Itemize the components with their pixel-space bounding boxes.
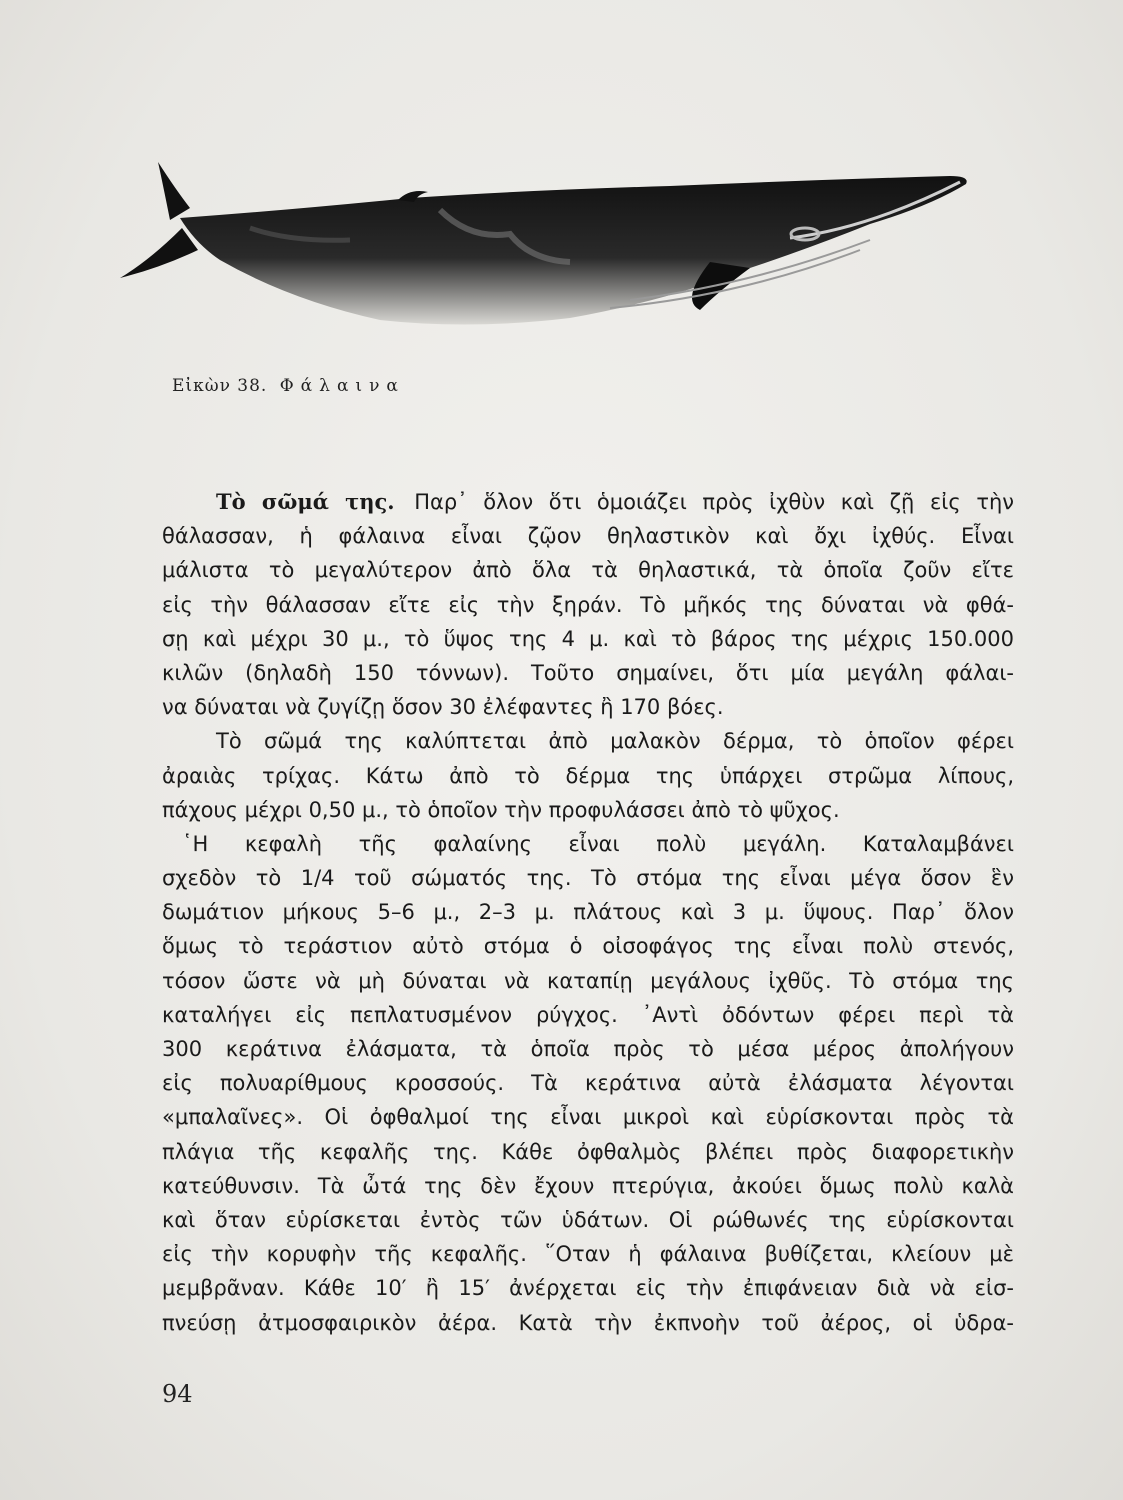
text-line: ἀραιὰς τρίχας. Κάτω ἀπὸ τὸ δέρμα της ὑπάρχει στρῶμα λίπους, [162,763,1014,788]
body-text [162,485,1014,1340]
text-line: κατεύθυνσιν. Τὰ ὦτά της δὲν ἔχουν πτερύγια, ἀκούει ὅμως πολὺ καλὰ [162,1173,1014,1198]
text-line: 300 κεράτινα ἐλάσματα, τὰ ὁποῖα πρὸς τὸ μέσα μέρος ἀπολήγουν [162,1037,1014,1061]
text-line: σχεδὸν τὸ 1/4 τοῦ σώματός της. Τὸ στόμα της εἶναι μέγα ὅσον ἓν [162,866,1014,891]
text-line: καὶ ὅταν εὑρίσκεται ἐντὸς τῶν ὑδάτων. Οἱ ρώθωνές της εὑρίσκονται [162,1207,1014,1232]
text-line: Τὸ σῶμά της. Παρ᾿ ὅλον ὅτι ὁμοιάζει πρὸς ἰχθὺν καὶ ζῇ εἰς τὴν [216,489,1014,514]
text-line: εἰς τὴν κορυφὴν τῆς κεφαλῆς. ῞Οταν ἡ φάλαινα βυθίζεται, κλείουν μὲ [162,1242,1014,1267]
text-line: καταλήγει εἰς πεπλατυσμένον ρύγχος. ᾿Αντὶ ὀδόντων φέρει περὶ τὰ [162,1002,1014,1027]
text-line: δωμάτιον μήκους 5–6 μ., 2–3 μ. πλάτους καὶ 3 μ. ὕψους. Παρ᾿ ὅλον [162,900,1014,925]
text-line: ὅμως τὸ τεράστιον αὐτὸ στόμα ὁ οἰσοφάγος της εἶναι πολὺ στενός, [162,934,1014,959]
whale-illustration [110,150,1010,360]
text-line: να δύναται νὰ ζυγίζῃ ὅσον 30 ἐλέφαντες ἢ 170 βόες. [162,695,724,720]
text-line: «μπαλαῖνες». Οἱ ὀφθαλμοί της εἶναι μικροὶ καὶ εὑρίσκονται πρὸς τὰ [162,1105,1014,1130]
text-line: εἰς πολυαρίθμους κροσσούς. Τὰ κεράτινα αὐτὰ ἐλάσματα λέγονται [162,1071,1014,1096]
text-line: μάλιστα τὸ μεγαλύτερον ἀπὸ ὅλα τὰ θηλαστικά, τὰ ὁποῖα ζοῦν εἴτε [162,558,1014,583]
text-line: θάλασσαν, ἡ φάλαινα εἶναι ζῷον θηλαστικὸν καὶ ὄχι ἰχθύς. Εἶναι [162,524,1014,549]
text-line: κιλῶν (δηλαδὴ 150 τόννων). Τοῦτο σημαίνει, ὅτι μία μεγάλη φάλαι- [162,660,1014,685]
text-line: πλάγια τῆς κεφαλῆς της. Κάθε ὀφθαλμὸς βλέπει πρὸς διαφορετικὴν [162,1139,1014,1164]
caption-name: Φάλαινα [279,376,405,396]
text-line: μεμβρᾶναν. Κάθε 10′ ἢ 15′ ἀνέρχεται εἰς τὴν ἐπιφάνειαν διὰ νὰ εἰσ- [162,1276,1014,1301]
text-line: πνεύσῃ ἀτμοσφαιρικὸν ἀέρα. Κατὰ τὴν ἐκπνοὴν τοῦ ἀέρος, οἱ ὑδρα- [162,1310,1014,1335]
section-heading: Τὸ σῶμά της. [216,489,395,514]
text-line: σῃ καὶ μέχρι 30 μ., τὸ ὕψος της 4 μ. καὶ τὸ βάρος της μέχρις 150.000 [162,626,1014,651]
text-line: πάχους μέχρι 0,50 μ., τὸ ὁποῖον τὴν προφυλάσσει ἀπὸ τὸ ψῦχος. [162,797,840,822]
figure-caption [172,376,405,396]
page-number: 94 [162,1380,193,1408]
text-line: ῾Η κεφαλὴ τῆς φαλαίνης εἶναι πολὺ μεγάλη. Καταλαμβάνει [182,831,1014,856]
text-line: τόσον ὥστε νὰ μὴ δύναται νὰ καταπίῃ μεγάλους ἰχθῦς. Τὸ στόμα της [162,968,1014,993]
text-line: Τὸ σῶμά της καλύπτεται ἀπὸ μαλακὸν δέρμα, τὸ ὁποῖον φέρει [216,729,1014,754]
caption-label: Εἰκὼν 38. [172,376,268,396]
text-line: εἰς τὴν θάλασσαν εἴτε εἰς τὴν ξηράν. Τὸ μῆκός της δύναται νὰ φθά- [162,592,1014,617]
